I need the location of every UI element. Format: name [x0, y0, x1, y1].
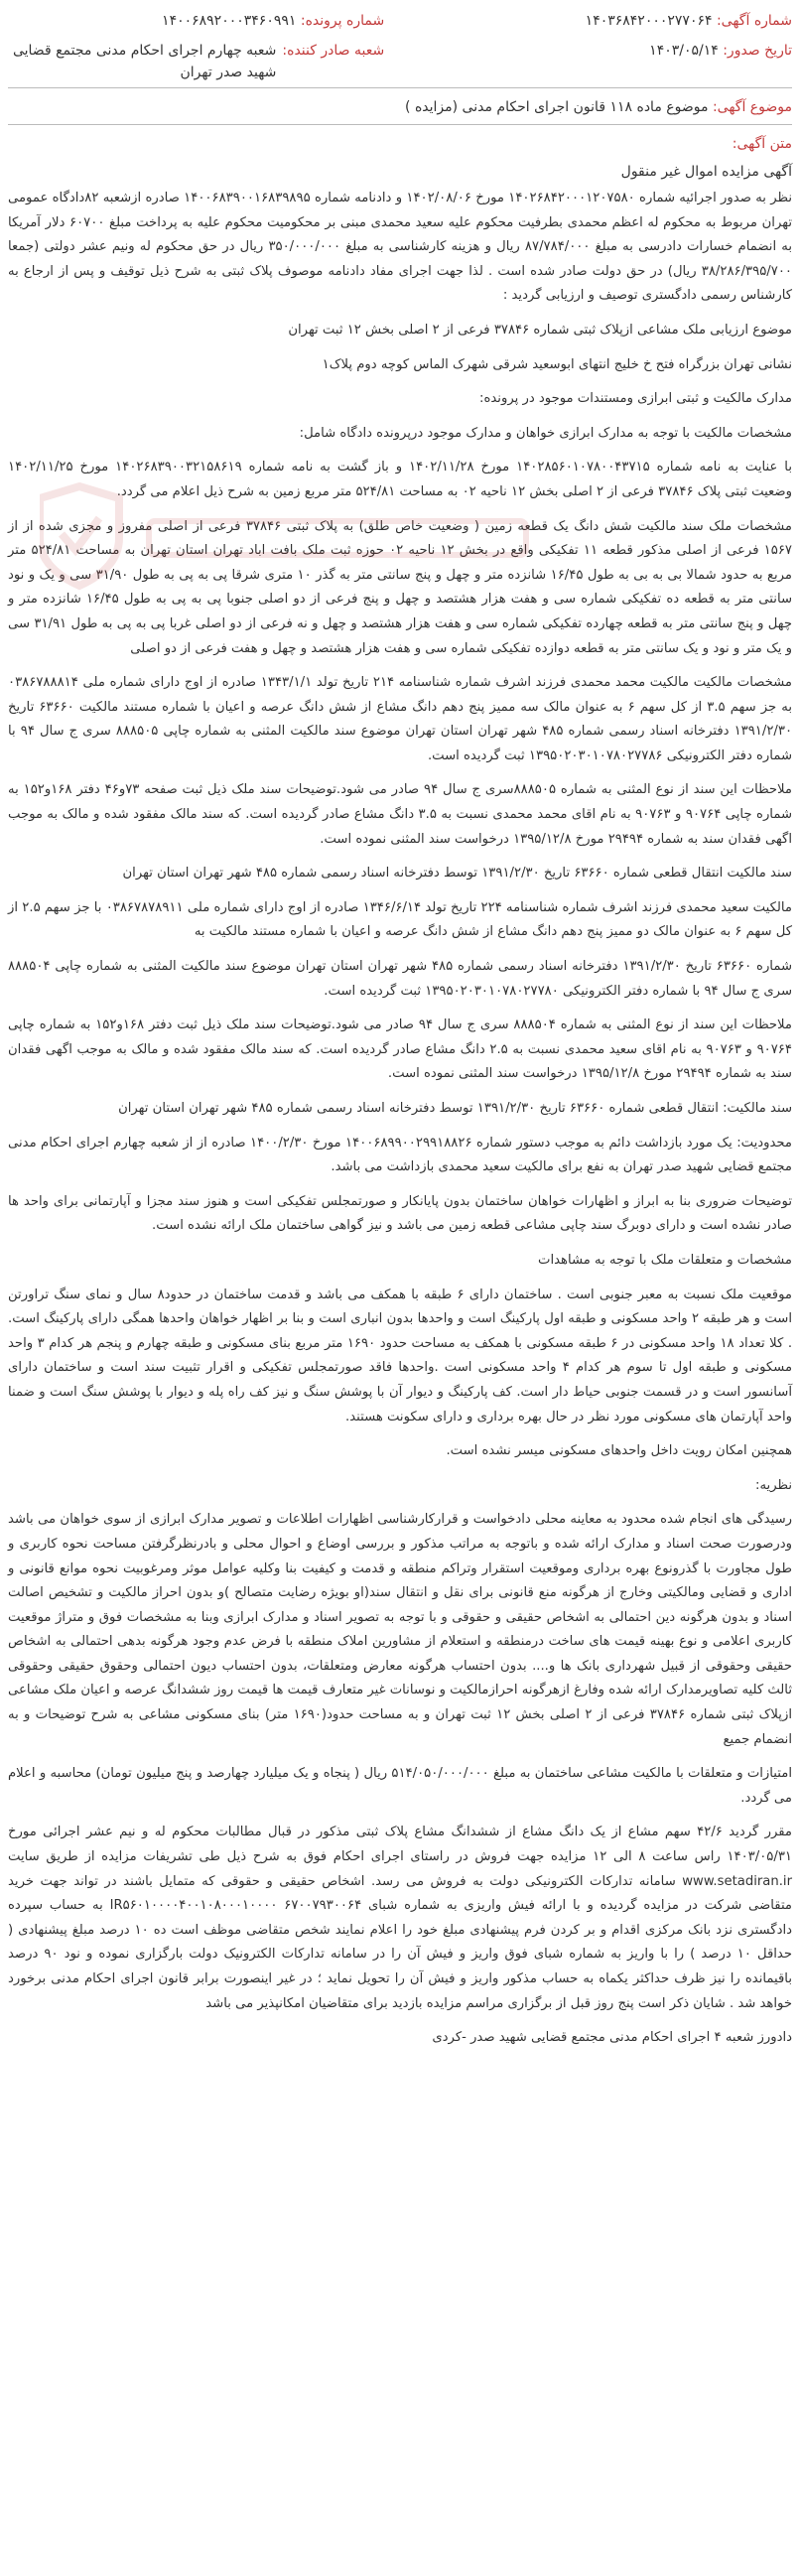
ad-number: ۱۴۰۳۶۸۴۲۰۰۰۲۷۷۰۶۴: [585, 13, 713, 29]
subject-row: [8, 94, 792, 120]
issue-date-row: [416, 36, 792, 66]
issue-date-label: تاریخ صدور:: [723, 43, 792, 59]
issuer-label: شعبه صادر کننده:: [282, 43, 385, 59]
notice-body: [8, 187, 792, 2051]
paragraph: موضوع ارزیابی ملک مشاعی ازپلاک ثبتی شماره ۳۷۸۴۶ فرعی از ۲ اصلی بخش ۱۲ ثبت تهران: [288, 322, 792, 338]
ad-number-row: [416, 6, 792, 36]
paragraph: سند مالکیت: انتقال قطعی شماره ۶۳۶۶۰ تاریخ ۱۳۹۱/۲/۳۰ توسط دفترخانه اسناد رسمی شماره ۴۸۵ شهر تهران استان تهران: [118, 1101, 792, 1116]
paragraph: مشخصات مالکیت با توجه به مدارک ابرازی خواهان و مدارک موجود درپرونده دادگاه شامل:: [299, 425, 792, 441]
paragraph: محدودیت: یک مورد بازداشت دائم به موجب دستور شماره ۱۴۰۰۶۸۹۹۰۰۲۹۹۱۸۸۲۶ مورخ ۱۴۰۰/۲/۳۰ صادره از از شعبه چهارم اجرای احکام مدنی مجتمع قضایی شهید صدر تهران به نفع برای مالکیت سعید محمدی بازداشت می باشد.: [8, 1135, 792, 1175]
paragraph: امتیازات و متعلقات با مالکیت مشاعی ساختمان به مبلغ ۵۱۴/۰۵۰/۰۰۰/۰۰۰ ریال ( پنجاه و یک میلیارد چهارصد و پنج میلیون تومان) محاسبه و اعلام می گردد.: [8, 1766, 792, 1806]
meta-right-column: [416, 6, 792, 83]
signature-line: دادورز شعبه ۴ اجرای احکام مدنی مجتمع قضایی شهید صدر -کردی: [432, 2030, 792, 2046]
header-divider: [8, 87, 792, 88]
text-label-row: [8, 131, 792, 157]
issuer-row: [8, 36, 384, 83]
case-number-label: شماره پرونده:: [300, 13, 385, 29]
issuer: شعبه چهارم اجرای احکام مدنی مجتمع قضایی شهید صدر تهران: [12, 43, 277, 80]
case-number: ۱۴۰۰۶۸۹۲۰۰۰۳۴۶۰۹۹۱: [162, 13, 297, 29]
paragraph: مدارک مالکیت و ثبتی ابرازی ومستندات موجود در پرونده:: [479, 391, 792, 407]
paragraph: رسیدگی های انجام شده محدود به معاینه محلی دادخواست و قرارکارشناسی اظهارات اطلاعات و تصویر مدارک ابرازی از سوی خواهان می باشد ودرصورت صحت اسناد و مدارک ارائه شده و باتوجه به مراتب مذکور و بررسی اوضاع و احوال محلی و بادرنظرگرفتن مساحت نحوه کاربری و طول مجاورت با گذرونوع بهره برداری وموقعیت استقرار وتراکم منطقه و قدمت و کیفیت بنا وکلیه عوامل موثر ومرغوبیت نحوه موانع قانونی و اداری و قضایی ومالکیتی وخارج از هرگونه منع قانونی برای نقل و انتقال سند(او بویژه رضایت متصالح )و بدون احراز مالکیت و تشخیص اصالت اسناد و بدون هرگونه دین احتمالی به اشخاص حقیقی و حقوقی و با توجه به تصویر اسناد و مدارک ابرازی وبنا به مشخصات فوق و متراژ موقعیت کاربری اعلامی و نوع بهینه قیمت های ساخت درمنطقه و استعلام از مشاورین املاک منطقه با فرض عدم وجود هرگونه بدهی احتمالی به اشخاص حقیقی وحقوقی از قبیل شهرداری بانک ها و.... بدون احتساب هرگونه معارض ومتعلقات، بدون احتساب دیون احتمالی وحقوق حقیقی وحقوقی ثالث کلیه تصاویرمدارک ارائه شده وفارغ ازهرگونه احرازمالکیت و نوسانات غیر متعارف قیمت ها قیمت روز ششدانگ عرصه و اعیان ملک مشاعی ازپلاک ثبتی شماره ۳۷۸۴۶ فرعی از ۲ اصلی بخش ۱۲ ثبت تهران و به مساحت حدود(۱۶۹۰ متر) بنای مسکونی مشاعی به شرح توضیحات و به انضمام جمیع: [8, 1512, 792, 1747]
subject-divider: [8, 124, 792, 125]
paragraph: مالکیت سعید محمدی فرزند اشرف شماره شناسنامه ۲۲۴ تاریخ تولد ۱۳۴۶/۶/۱۴ صادره از اوج دارای شماره ملی ۰۳۸۶۷۸۷۸۹۱۱ با جز سهم ۲.۵ از کل سهم ۶ به عنوان مالک دو ممیز پنج دهم دانگ مشاع از شش دانگ عرصه و اعیان با شماره مستند مالکیت به: [8, 899, 792, 940]
issue-date: ۱۴۰۳/۰۵/۱۴: [649, 43, 719, 59]
paragraph: موقعیت ملک نسبت به معبر جنوبی است . ساختمان دارای ۶ طبقه با همکف می باشد و قدمت ساختمان در حدود۸ سال و نمای سنگ تراورتن است و هر طبقه ۲ واحد مسکونی و طبقه اول پارکینگ است و واحدها بدون انباری است و بنا بر اظهار خواهان واحدها همگی دارای پارکینگ است. . کلا تعداد ۱۸ واحد مسکونی در ۶ طبقه مسکونی با همکف به مساحت حدود ۱۶۹۰ متر مربع بنای مسکونی و طبقه چهارم و پنجم هر کدام ۳ واحد مسکونی و طبقه اول تا سوم هر کدام ۴ واحد مسکونی است .واحدها فاقد صورتمجلس تفکیکی و اقرار تثبیت سند است و ساختمان دارای آسانسور است و در قسمت جنوبی حیاط دار است. کف پارکینگ و دیوار آن با پوشش سنگ و نیز کف راه پله و دیوار با پوشش سنگ است و ضمنا واحد آپارتمان های مسکونی مورد نظر در حال بهره برداری و دارای سکونت هستند.: [8, 1287, 793, 1424]
subject: موضوع ماده ۱۱۸ قانون اجرای احکام مدنی (مزایده ): [405, 99, 709, 115]
paragraph: نظریه:: [755, 1477, 792, 1493]
text-title-row: [8, 159, 792, 185]
notice-meta: [8, 6, 792, 83]
paragraph: مشخصات مالکیت مالکیت محمد محمدی فرزند اشرف شماره شناسنامه ۲۱۴ تاریخ تولد ۱۳۴۳/۱/۱ صادره از اوج دارای شماره ملی ۰۳۸۶۷۸۸۸۱۴ به جز سهم ۳.۵ از کل سهم ۶ به عنوان مالک سه ممیز پنج دهم دانگ مشاع از شش دانگ عرصه و اعیان با شماره مستند مالکیت ۶۳۶۶۰ تاریخ ۱۳۹۱/۲/۳۰ دفترخانه اسناد رسمی شماره ۴۸۵ شهر تهران استان تهران موضوع سند مالکیت المثنی به شماره چاپی ۸۸۸۵۰۵ سری ج سال ۹۴ با شماره دفتر الکترونیکی ۱۳۹۵۰۲۰۳۰۱۰۷۸۰۲۷۷۸۶ ثبت گردیده است.: [8, 675, 793, 763]
paragraph: نظر به صدور اجرائیه شماره ۱۴۰۲۶۸۴۲۰۰۰۱۲۰۷۵۸۰ مورخ ۱۴۰۲/۰۸/۰۶ و دادنامه شماره ۱۴۰۰۶۸۳۹۰۰۱۶۸۳۹۸۹۵ صادره ازشعبه ۸۲دادگاه عمومی تهران مربوط به محکوم له اعظم محمدی بطرفیت محکوم علیه سعید محمدی مبنی بر محکومیت محکوم علیه به پرداخت مبلغ ۶۰۷۰۰ دلار آمریکا به انضمام خسارات دادرسی به مبلغ ۸۷/۷۸۴/۰۰۰ ریال و هزینه کارشناسی به مبلغ ۳۵۰/۰۰۰/۰۰۰ ریال در حق محکوم له ونیم عشر دولتی (جمعا ۳۸/۲۸۶/۳۹۵/۷۰۰ ریال) در حق دولت صادر شده است . لذا جهت اجرای مفاد دادنامه موصوف پلاک ثبتی به شرح ذیل توقیف و پس از ارجاع به کارشناس رسمی دادگستری توصیف و ارزیابی گردید :: [8, 191, 792, 304]
paragraph: مقرر گردید ۴۲/۶ سهم مشاع از یک دانگ مشاع از ششدانگ مشاع پلاک ثبتی مذکور در قبال مطالبات محکوم له و نیم عشر اجرائی مورخ ۱۴۰۳/۰۵/۳۱ راس ساعت ۸ الی ۱۲ مزایده جهت فروش در راستای اجرای احکام فوق به شرح ذیل طی تشریفات مزایده از طریق سایت www.setadiran.ir سامانه تدارکات الکترونیکی دولت به فروش می رسد. اشخاص حقیقی و حقوقی که متمایل باشند در تواند جهت خرید متقاضی شرکت در مزایده گردیده و با ارائه فیش واریزی به شماره شبای ۶۷۰۰۷۹۳۰۰۶۴ IR۵۶۰۱۰۰۰۰۴۰۰۱۰۸۰۰۰۱۰۰۰۰ به حساب سپرده دادگستری نزد بانک مرکزی اقدام و بر کردن فرم پیشنهادی مبلغ خود را اعلام نمایند شخص متقاضی موظف است ده ۱۰ درصد مبلغ پیشنهادی ( حداقل ۱۰ درصد ) را با واریز به شماره شبای فوق واریز و فیش آن را در سامانه تدارکات الکترونیک دولت بارگزاری نموده و نود ۹۰ درصد باقیمانده را نیز ظرف حداکثر یکماه به حساب مذکور واریز و فیش آن را تحویل نماید ؛ در غیر اینصورت برابر قانون اجرای احکام مدنی برخورد خواهد شد . شایان ذکر است پنج روز قبل از برگزاری مراسم مزایده بازدید برای متقاضیان امکانپذیر می باشد: [8, 1825, 792, 2011]
text-title: آگهی مزایده اموال غیر منقول: [620, 164, 792, 180]
subject-label: موضوع آگهی:: [712, 99, 792, 115]
paragraph: توضیحات ضروری بنا به ابراز و اظهارات خواهان ساختمان بدون پایانکار و صورتمجلس تفکیکی است و هنوز سند مجزا و آپارتمانی برای واحد ها صادر نشده است و دارای دوبرگ سند چاپی مشاعی قطعه زمین می باشد و نیز گواهی ساختمان ملک ارائه نشده است.: [8, 1193, 792, 1234]
case-number-row: [8, 6, 384, 36]
paragraph: با عنایت به نامه شماره ۱۴۰۲۸۵۶۰۱۰۷۸۰۰۴۳۷۱۵ مورخ ۱۴۰۲/۱۱/۲۸ و باز گشت به نامه شماره ۱۴۰۲۶۸۳۹۰۰۳۲۱۵۸۶۱۹ مورخ ۱۴۰۲/۱۱/۲۵ وضعیت ثبتی پلاک ۳۷۸۴۶ فرعی از ۲ اصلی بخش ۱۲ ناحیه ۰۲ به مساحت ۵۲۴/۸۱ متر مربع زمین به شرح ذیل اعلام می گردد.: [8, 460, 792, 499]
text-label: متن آگهی:: [732, 136, 792, 152]
meta-left-column: [8, 6, 384, 83]
paragraph: ملاحظات این سند از نوع المثنی به شماره ۸۸۸۵۰۵سری ج سال ۹۴ صادر می شود.توضیحات سند ملک ذیل ثبت صفحه ۷۳و۴۶ دفتر ۱۶۸و۱۵۲ به شماره چاپی ۹۰۷۶۴ و ۹۰۷۶۳ به نام اقای محمد محمدی نسبت به ۳.۵ دانگ مشاع صادر گردیده است. که سند مالک مفقود شده و مالک به موجب اگهی فقدان سند به شماره ۲۹۴۹۴ مورخ ۱۳۹۵/۱۲/۸ درخواست سند المثنی نموده است.: [8, 782, 792, 847]
paragraph: مشخصات و متعلقات ملک با توجه به مشاهدات: [538, 1252, 792, 1268]
paragraph: نشانی تهران بزرگراه فتح خ خلیج انتهای ابوسعید شرقی شهرک الماس کوچه دوم پلاک۱: [322, 356, 792, 372]
paragraph: مشخصات ملک سند مالکیت شش دانگ یک قطعه زمین ( وضعیت خاص طلق) به پلاک ثبتی ۳۷۸۴۶ فرعی از اصلی مفروز و مجزی شده از از ۱۵۶۷ فرعی از اصلی مذکور قطعه ۱۱ تفکیکی واقع در بخش ۱۲ ناحیه ۰۲ حوزه ثبت ملک بافت اباد تهران استان تهران به مساحت ۵۲۴/۸۱ متر مربع به حدود شمالا بی به بی به طول ۱۶/۴۵ شانزده متر و چهل و پنج سانتی متر به گذر ۱۰ متری شرقا پی به پی به طول ۳۱/۹۰ سی و یک و نود سانتی متر به قطعه ده تفکیکی شماره سی و هفت هزار هشتصد و چهل و پنج فرعی از دو اصلی جنوبا پی به پی به طول ۱۶/۴۵ شانزده متر و چهل و پنج سانتی متر به قطعه چهارده تفکیکی شماره سی و هفت هزار هشتصد و چهل و نه فرعی از دو اصلی غربا پی به پی به طول ۳۱/۹۱ سی و یک متر و نود و یک سانتی متر به قطعه دوازده تفکیکی شماره سی و هفت هزار هشتصد و چهل و هفت فرعی از دو اصلی: [8, 518, 793, 656]
paragraph: ملاحظات این سند از نوع المثنی به شماره ۸۸۸۵۰۴ سری ج سال ۹۴ صادر می شود.توضیحات سند ملک ذیل ثبت دفتر ۱۶۸و۱۵۲ به شماره چاپی ۹۰۷۶۴ و ۹۰۷۶۳ به نام اقای سعید محمدی نسبت به ۲.۵ دانگ مشاع صادر گردیده است. که سند مالک مفقود شده و مالک به موجب اگهی فقدان سند به شماره ۲۹۴۹۴ مورخ ۱۳۹۵/۱۲/۸ درخواست سند المثنی نموده است.: [8, 1017, 792, 1082]
paragraph: همچنین امکان رویت داخل واحدهای مسکونی میسر نشده است.: [446, 1443, 792, 1459]
paragraph: سند مالکیت انتقال قطعی شماره ۶۳۶۶۰ تاریخ ۱۳۹۱/۲/۳۰ توسط دفترخانه اسناد رسمی شماره ۴۸۵ شهر تهران استان تهران: [122, 866, 792, 881]
paragraph: شماره ۶۳۶۶۰ تاریخ ۱۳۹۱/۲/۳۰ دفترخانه اسناد رسمی شماره ۴۸۵ شهر تهران استان تهران موضوع سند مالکیت المثنی به شماره چاپی ۸۸۸۵۰۴ سری ج سال ۹۴ با شماره دفتر الکترونیکی ۱۳۹۵۰۲۰۳۰۱۰۷۸۰۲۷۷۸۰ ثبت گردیده است.: [8, 959, 792, 999]
ad-number-label: شماره آگهی:: [716, 13, 792, 29]
